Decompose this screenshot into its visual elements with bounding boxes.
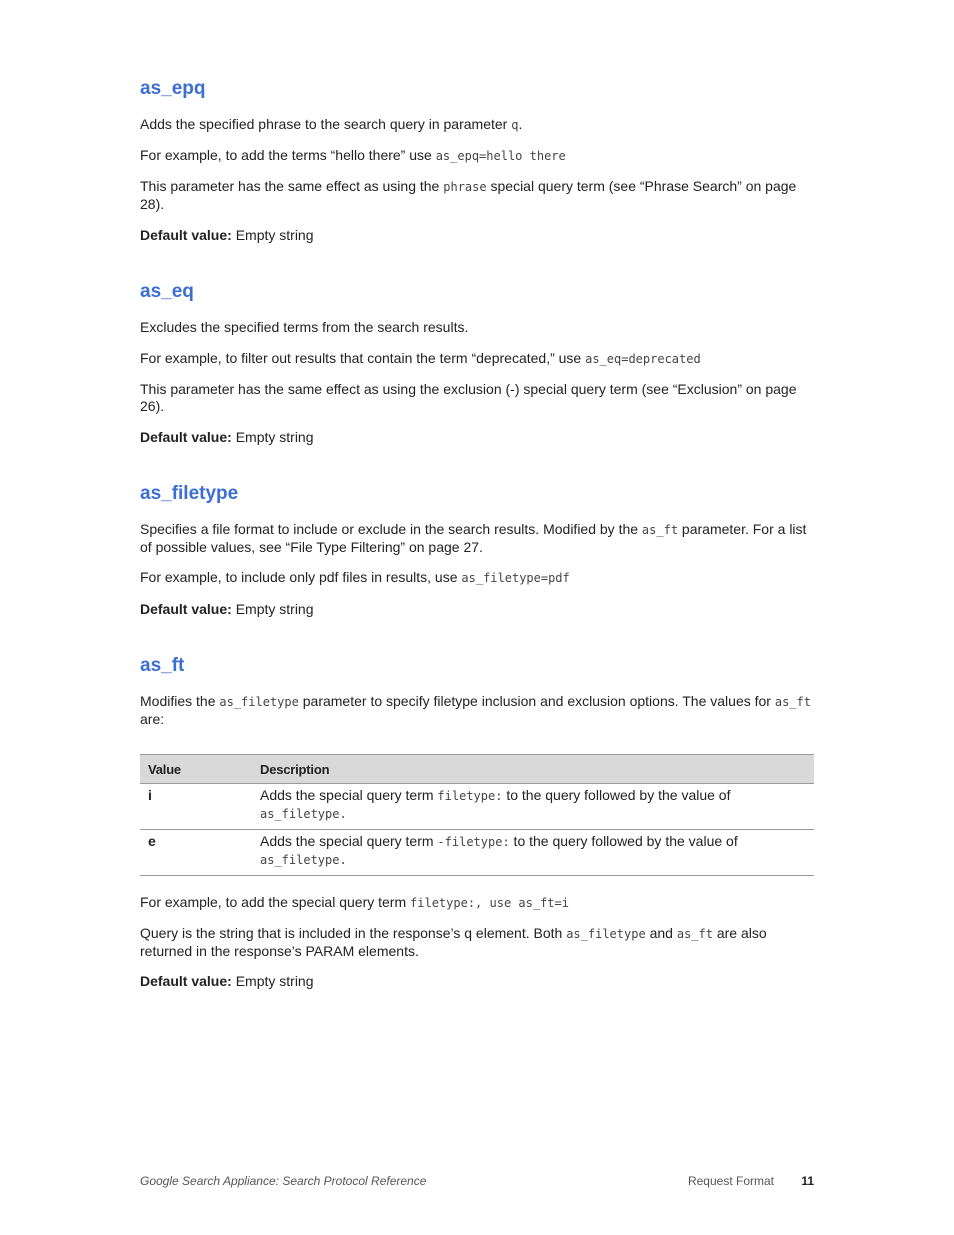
heading-as-filetype: as_filetype bbox=[140, 483, 239, 504]
as-epq-description: Adds the specified phrase to the search query in parameter q. bbox=[140, 116, 523, 132]
as-eq-default: Default value: Empty string bbox=[140, 429, 314, 445]
table-cell-description: Adds the special query term -filetype: to the query followed by the value of as_filetype. bbox=[252, 830, 814, 876]
table-cell-value: i bbox=[140, 784, 252, 830]
table-cell-description: Adds the special query term filetype: to the query followed by the value of as_filetype. bbox=[252, 784, 814, 830]
as-ft-description: Modifies the as_filetype parameter to specify filetype inclusion and exclusion options. The values for as_ft are: bbox=[140, 693, 811, 727]
footer-section-name: Request Format bbox=[687, 1174, 774, 1188]
column-header-value: Value bbox=[140, 755, 252, 784]
table-header-row bbox=[140, 755, 814, 784]
heading-as-ft: as_ft bbox=[140, 655, 185, 676]
as-ft-example: For example, to add the special query term filetype:, use as_ft=i bbox=[140, 894, 569, 910]
as-filetype-description: Specifies a file format to include or exclude in the search results. Modified by the as_ft parameter. For a list of possible values, see “File Type Filtering” on page 27. bbox=[140, 521, 807, 555]
as-ft-note: Query is the string that is included in the response’s q element. Both as_filetype and as_ft are also returned in the response’s PARAM elements. bbox=[140, 925, 767, 959]
as-epq-example: For example, to add the terms “hello there” use as_epq=hello there bbox=[140, 147, 566, 163]
as-ft-values-table bbox=[140, 754, 814, 876]
as-eq-example: For example, to filter out results that contain the term “deprecated,” use as_eq=deprecated bbox=[140, 350, 701, 366]
as-ft-default: Default value: Empty string bbox=[140, 973, 314, 989]
table-row bbox=[140, 784, 814, 830]
as-eq-description: Excludes the specified terms from the search results. bbox=[140, 319, 469, 335]
as-epq-note: This parameter has the same effect as using the phrase special query term (see “Phrase Search” on page 28). bbox=[140, 178, 797, 212]
table-cell-value: e bbox=[140, 830, 252, 876]
heading-as-eq: as_eq bbox=[140, 281, 194, 302]
as-filetype-example: For example, to include only pdf files in results, use as_filetype=pdf bbox=[140, 569, 570, 585]
as-filetype-default: Default value: Empty string bbox=[140, 601, 314, 617]
footer-page-number: 11 bbox=[801, 1174, 814, 1188]
as-epq-default: Default value: Empty string bbox=[140, 227, 314, 243]
as-eq-note: This parameter has the same effect as using the exclusion (-) special query term (see “Exclusion” on page 26). bbox=[140, 381, 797, 414]
footer-document-title: Google Search Appliance: Search Protocol Reference bbox=[140, 1174, 427, 1188]
table-row bbox=[140, 830, 814, 876]
column-header-description: Description bbox=[252, 755, 814, 784]
heading-as-epq: as_epq bbox=[140, 78, 206, 99]
